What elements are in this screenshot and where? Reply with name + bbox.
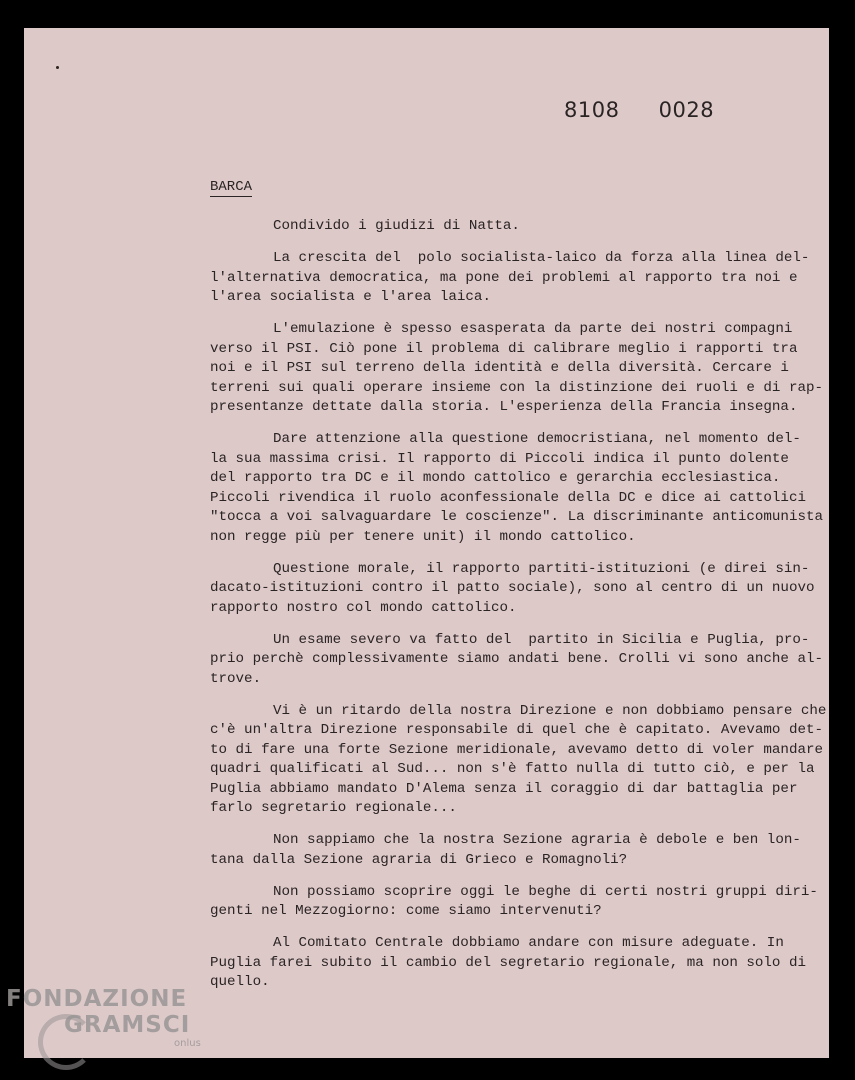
paragraph — [210, 831, 800, 870]
document-number-b: 0028 — [658, 98, 715, 122]
watermark-line-2: GRAMSCI — [64, 1012, 191, 1038]
text-line: del rapporto tra DC e il mondo cattolico e gerarchia ecclesiastica. — [210, 470, 781, 486]
text-line: l'area socialista e l'area laica. — [210, 289, 491, 305]
document-body — [210, 217, 827, 1005]
text-line: Al Comitato Centrale dobbiamo andare con misure adeguate. In — [273, 935, 784, 951]
watermark-line-1: FONDAZIONE — [6, 986, 188, 1012]
watermark-logo — [6, 986, 201, 1050]
text-line: L'emulazione è spesso esasperata da parte dei nostri compagni — [273, 321, 793, 337]
text-line: Puglia farei subito il cambio del segretario regionale, ma non solo di — [210, 954, 806, 971]
paragraph — [210, 883, 818, 922]
speck-mark — [56, 66, 59, 69]
document-page — [24, 28, 829, 1058]
text-line: Dare attenzione alla questione democristiana, nel momento del- — [273, 431, 801, 447]
text-line: verso il PSI. Ciò pone il problema di calibrare meglio i rapporti tra — [210, 340, 798, 357]
text-line: to di fare una forte Sezione meridionale, avevamo detto di voler mandare — [210, 741, 823, 758]
text-line: genti nel Mezzogiorno: come siamo intervenuti? — [210, 903, 602, 919]
text-line: farlo segretario regionale... — [210, 800, 457, 816]
text-line: Vi è un ritardo della nostra Direzione e non dobbiamo pensare che — [273, 702, 827, 719]
text-line: La crescita del polo socialista-laico da forza alla linea del- — [273, 250, 810, 266]
text-line: "tocca a voi salvaguardare le coscienze". La discriminante anticomunista — [210, 509, 823, 525]
paragraph — [210, 631, 823, 690]
paragraph — [210, 560, 815, 619]
text-line: Puglia abbiamo mandato D'Alema senza il coraggio di dar battaglia per — [210, 780, 798, 797]
text-line: Non sappiamo che la nostra Sezione agraria è debole e ben lon- — [273, 832, 801, 848]
paragraph — [210, 320, 823, 418]
watermark-line-3: onlus — [174, 1038, 201, 1049]
text-line: c'è un'altra Direzione responsabile di quel che è capitato. Avevamo det- — [210, 722, 823, 738]
text-line: rapporto nostro col mondo cattolico. — [210, 599, 517, 616]
text-line: quello. — [210, 974, 270, 990]
text-line: Un esame severo va fatto del partito in Sicilia e Puglia, pro- — [273, 631, 810, 648]
text-line: noi e il PSI sul terreno della identità e della diversità. Cercare i — [210, 360, 789, 376]
text-line: Non possiamo scoprire oggi le beghe di certi nostri gruppi diri- — [273, 883, 818, 900]
text-line: quadri qualificati al Sud... non s'è fatto nulla di tutto ciò, e per la — [210, 761, 815, 777]
paragraph — [210, 934, 806, 993]
text-line: dacato-istituzioni contro il patto sociale), sono al centro di un nuovo — [210, 580, 815, 596]
text-line: prio perchè complessivamente siamo andati bene. Crolli vi sono anche al- — [210, 651, 823, 667]
text-line: tana dalla Sezione agraria di Grieco e Romagnoli? — [210, 851, 628, 868]
paragraph — [210, 702, 827, 819]
speaker-name: BARCA — [210, 179, 253, 195]
text-line: la sua massima crisi. Il rapporto di Piccoli indica il punto dolente — [210, 450, 789, 467]
text-line: presentanze dettate dalla storia. L'esperienza della Francia insegna. — [210, 399, 798, 415]
text-line: non regge più per tenere unit) il mondo cattolico. — [210, 528, 636, 545]
paragraph — [210, 249, 810, 308]
document-number — [564, 98, 714, 122]
paragraph — [210, 430, 823, 547]
text-line: l'alternativa democratica, ma pone dei problemi al rapporto tra noi e — [210, 269, 798, 286]
paragraph — [210, 217, 800, 237]
text-line: trove. — [210, 670, 262, 687]
text-line: Condivido i giudizi di Natta. — [273, 218, 520, 234]
text-line: Piccoli rivendica il ruolo aconfessionale della DC e dice ai cattolici — [210, 489, 806, 506]
document-number-a: 8108 — [564, 98, 620, 122]
text-line: terreni sui quali operare insieme con la distinzione dei ruoli e di rap- — [210, 379, 823, 396]
text-line: Questione morale, il rapporto partiti-istituzioni (e direi sin- — [273, 560, 810, 577]
